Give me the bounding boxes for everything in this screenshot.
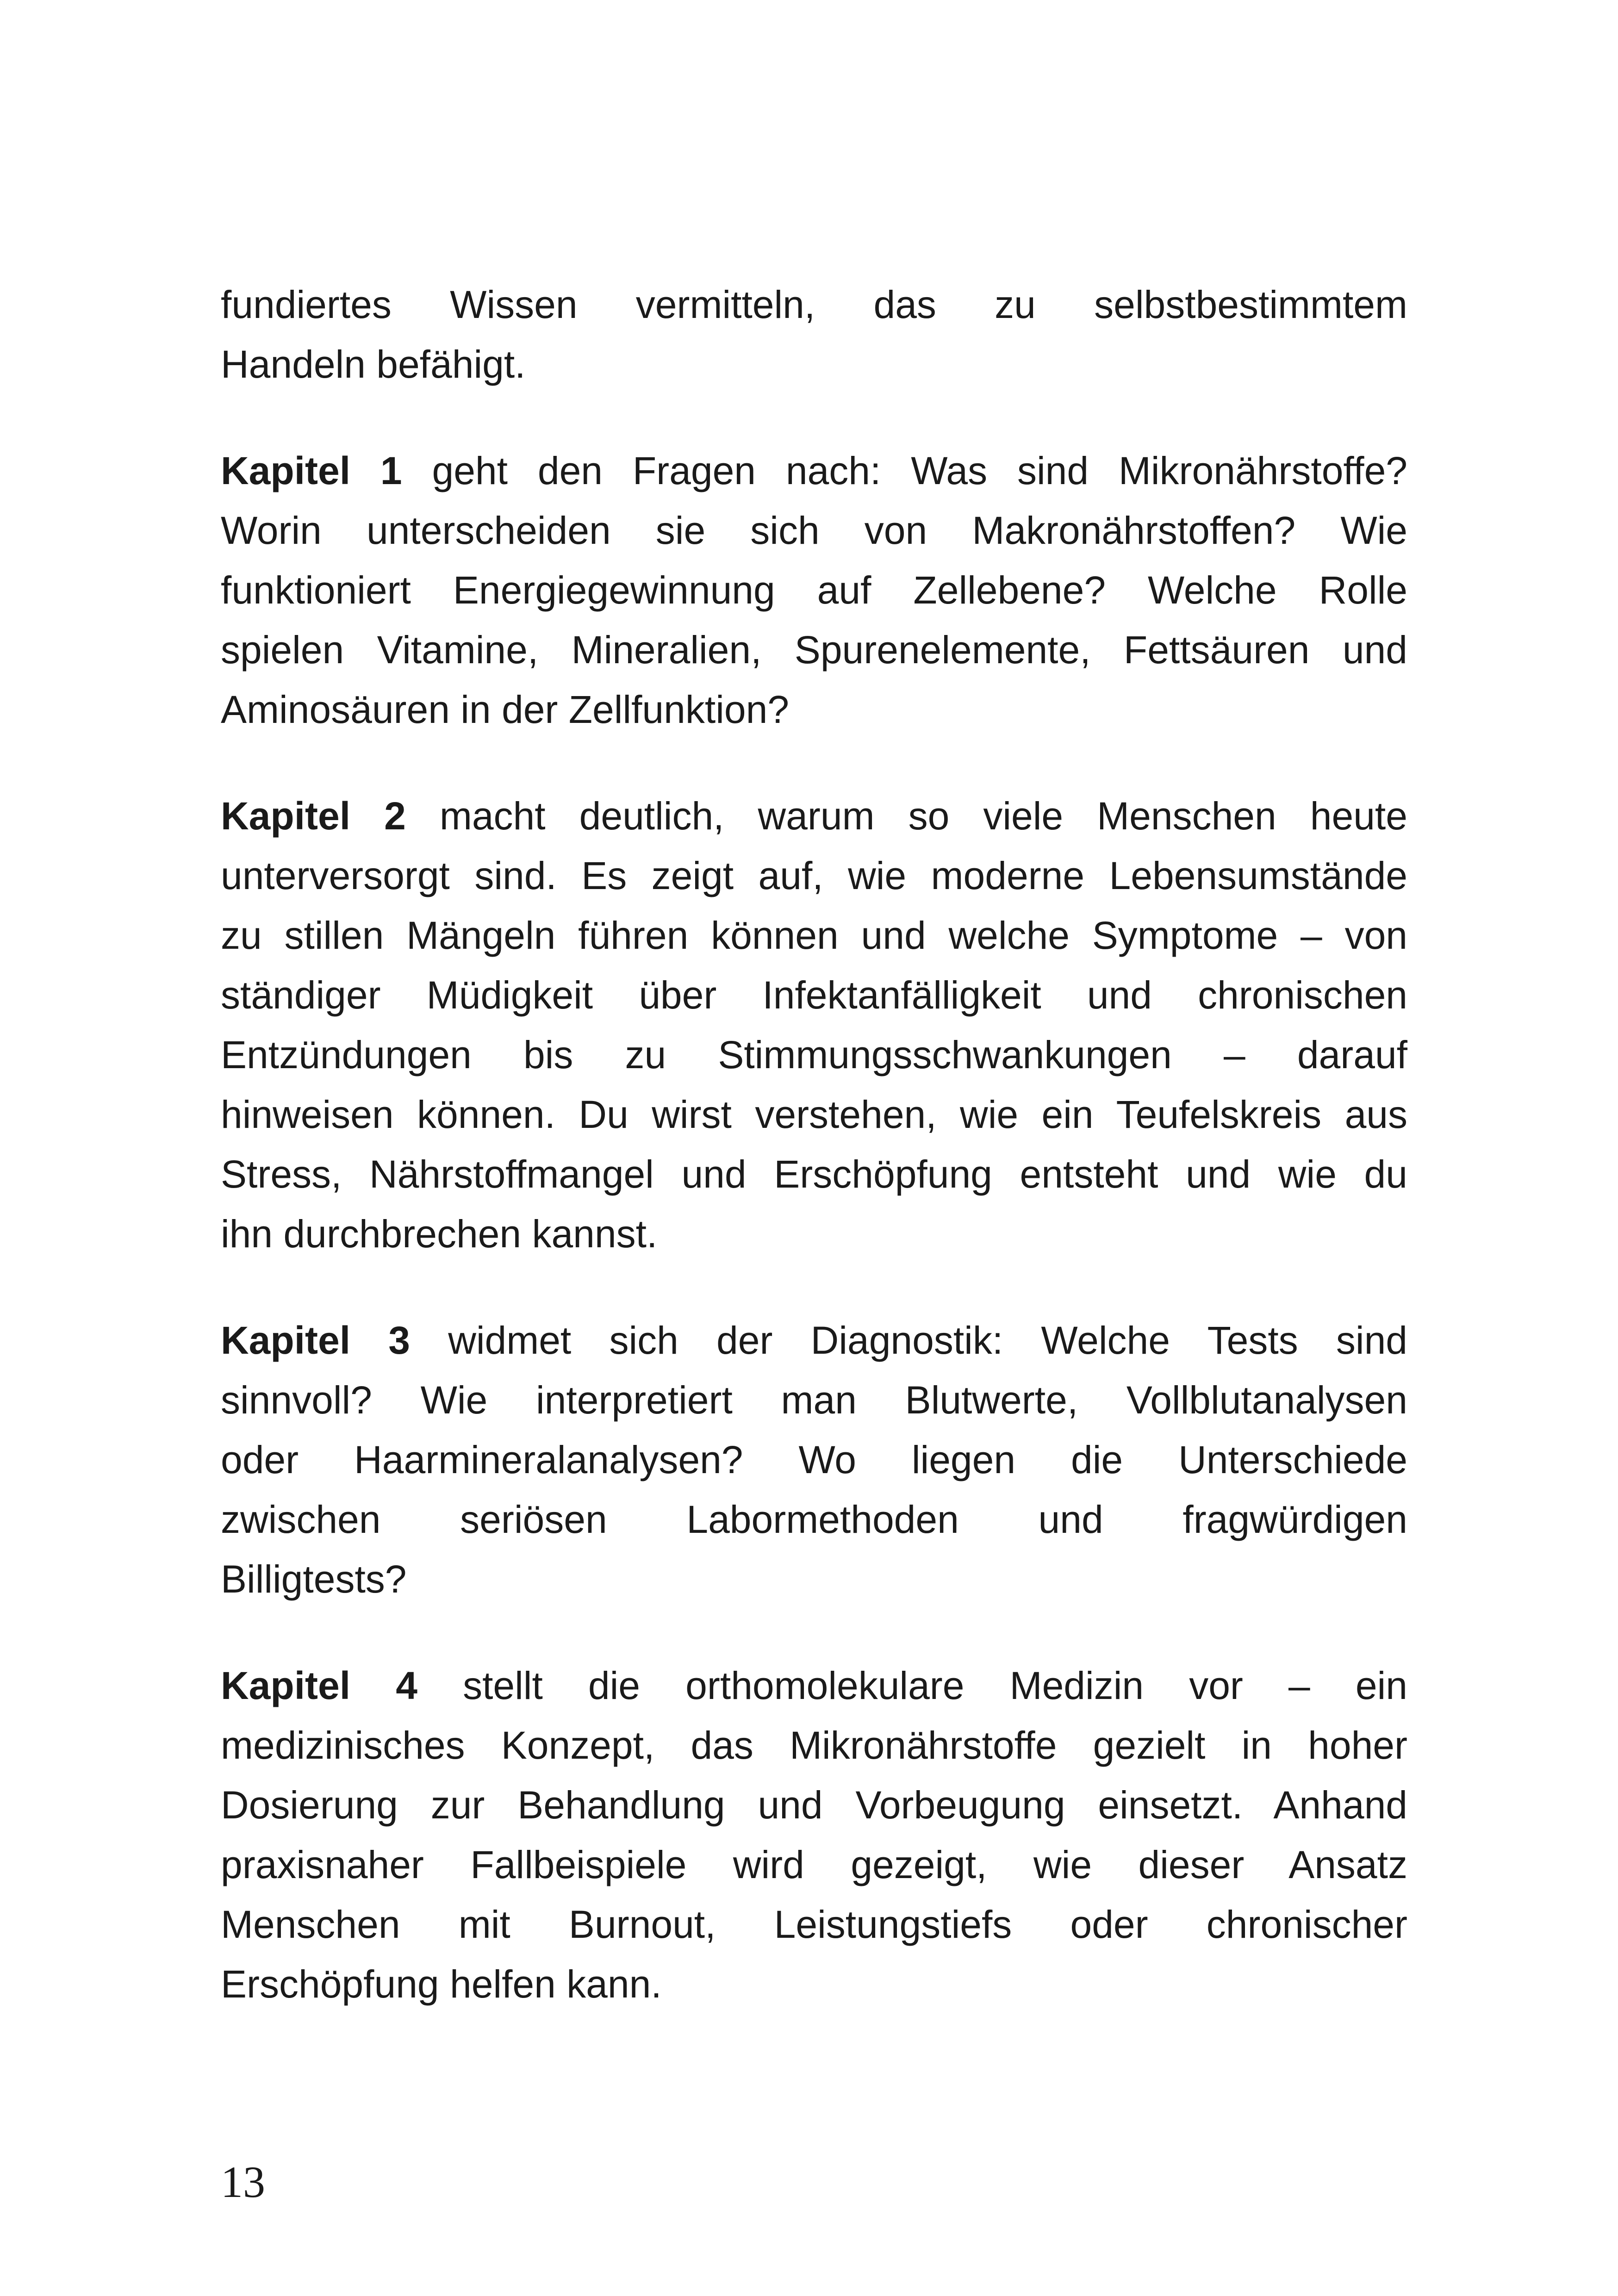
paragraph [221,1656,1407,2014]
line-text: fundiertes Wissen vermitteln, das zu selbstbestimmtem [221,283,1407,326]
line-text: hinweisen können. Du wirst verstehen, wie ein Teufelskreis aus [221,1093,1407,1136]
line-text: unterversorgt sind. Es zeigt auf, wie moderne Lebensumstände [221,854,1407,897]
text-line [221,1145,1407,1204]
text-line [221,1311,1407,1370]
line-text: medizinisches Konzept, das Mikronährstoffe gezielt in hoher [221,1724,1407,1767]
line-text: zu stillen Mängeln führen können und welche Symptome – von [221,914,1407,957]
line-text: sinnvoll? Wie interpretiert man Blutwerte, Vollblutanalysen [221,1378,1407,1422]
line-text: Erschöpfung helfen kann. [221,1962,662,2006]
text-line [221,275,1407,335]
line-text: ihn durchbrechen kannst. [221,1212,658,1256]
text-line [221,1025,1407,1085]
page-number: 13 [221,2157,265,2207]
chapter-label: Kapitel 3 [221,1319,410,1362]
text-line [221,1895,1407,1954]
text-line [221,786,1407,846]
text-line [221,1430,1407,1490]
paragraph [221,441,1407,740]
text-line [221,1549,1407,1609]
text-line [221,1835,1407,1895]
line-text: stellt die orthomolekulare Medizin vor – ein [417,1664,1407,1707]
text-line [221,1775,1407,1835]
line-text: ständiger Müdigkeit über Infektanfälligkeit und chronischen [221,973,1407,1017]
text-line [221,1656,1407,1716]
line-text: oder Haarmineralanalysen? Wo liegen die Unterschiede [221,1438,1407,1481]
text-line [221,620,1407,680]
line-text: Aminosäuren in der Zellfunktion? [221,688,790,731]
paragraph [221,1311,1407,1609]
chapter-label: Kapitel 2 [221,794,406,838]
line-text: Menschen mit Burnout, Leistungstiefs oder chronischer [221,1903,1407,1946]
paragraph [221,275,1407,394]
chapter-label: Kapitel 1 [221,449,402,492]
text-line [221,965,1407,1025]
line-text: Billigtests? [221,1557,407,1601]
paragraph [221,786,1407,1264]
line-text: widmet sich der Diagnostik: Welche Tests sind [410,1319,1407,1362]
line-text: Stress, Nährstoffmangel und Erschöpfung entsteht und wie du [221,1152,1407,1196]
text-line [221,846,1407,906]
line-text: Dosierung zur Behandlung und Vorbeugung einsetzt. Anhand [221,1783,1407,1827]
line-text: spielen Vitamine, Mineralien, Spurenelemente, Fettsäuren und [221,628,1407,672]
text-line [221,680,1407,740]
body-text [221,275,1407,2061]
text-line [221,501,1407,560]
text-line [221,1085,1407,1145]
text-line [221,1716,1407,1775]
line-text: praxisnaher Fallbeispiele wird gezeigt, wie dieser Ansatz [221,1843,1407,1886]
text-line [221,560,1407,620]
chapter-label: Kapitel 4 [221,1664,417,1707]
line-text: macht deutlich, warum so viele Menschen heute [405,794,1407,838]
line-text: Entzündungen bis zu Stimmungsschwankungen – darauf [221,1033,1407,1076]
text-line [221,335,1407,394]
text-line [221,1370,1407,1430]
text-line [221,441,1407,501]
line-text: zwischen seriösen Labormethoden und fragwürdigen [221,1498,1407,1541]
line-text: Worin unterscheiden sie sich von Makronährstoffen? Wie [221,509,1407,552]
line-text: geht den Fragen nach: Was sind Mikronährstoffe? [402,449,1408,492]
text-line [221,1204,1407,1264]
text-line [221,1490,1407,1549]
text-line [221,906,1407,965]
line-text: Handeln befähigt. [221,342,526,386]
text-line [221,1954,1407,2014]
line-text: funktioniert Energiegewinnung auf Zellebene? Welche Rolle [221,568,1407,612]
